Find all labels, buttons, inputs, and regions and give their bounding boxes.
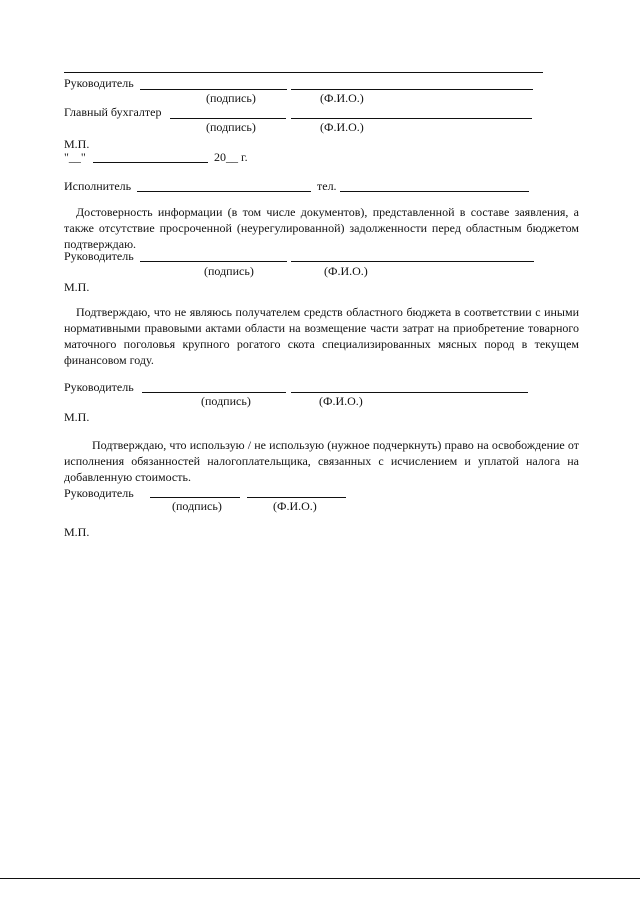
block2-name-field[interactable] — [291, 261, 534, 262]
block2-stamp-label: М.П. — [64, 280, 90, 294]
accountant-signature-field[interactable] — [170, 118, 286, 119]
vat-exemption-confirmation-text: Подтверждаю, что использую / не использую (нужное подчеркнуть) право на освобождение от исполнения обязанностей налогоплательщика, связанных с исчислением и уплатой налога на добавленную стоимость. — [64, 438, 579, 484]
head-name-field[interactable] — [291, 89, 533, 90]
accountant-name-field[interactable] — [291, 118, 532, 119]
block3-name-field[interactable] — [291, 392, 528, 393]
block2-head-label: Руководитель — [64, 249, 134, 263]
block3-stamp-label: М.П. — [64, 410, 90, 424]
executor-label: Исполнитель — [64, 179, 132, 193]
block3-signature-caption: (подпись) — [201, 394, 251, 408]
block2-signature-caption: (подпись) — [204, 264, 254, 278]
top-separator-line — [64, 72, 543, 73]
date-month-field[interactable] — [93, 162, 208, 163]
block3-name-caption: (Ф.И.О.) — [319, 394, 363, 408]
phone-field[interactable] — [340, 191, 529, 192]
accountant-label: Главный бухгалтер — [64, 105, 162, 119]
block4-name-caption: (Ф.И.О.) — [273, 499, 317, 513]
accountant-name-caption: (Ф.И.О.) — [320, 120, 364, 134]
block2-signature-field[interactable] — [140, 261, 287, 262]
block4-head-label: Руководитель — [64, 486, 134, 500]
block3-head-label: Руководитель — [64, 380, 134, 394]
head-name-caption: (Ф.И.О.) — [320, 91, 364, 105]
block4-name-field[interactable] — [247, 497, 346, 498]
head-signature-caption: (подпись) — [206, 91, 256, 105]
stamp-label: М.П. — [64, 137, 90, 151]
accountant-signature-caption: (подпись) — [206, 120, 256, 134]
date-day-quote[interactable]: "__" — [64, 150, 86, 164]
reliability-confirmation-text: Достоверность информации (в том числе документов), представленной в составе заявления, а также отсутствие просроченной (неурегулированной) задолженности перед областным бюджетом подтверждаю. — [64, 205, 579, 251]
block4-signature-field[interactable] — [150, 497, 240, 498]
date-year[interactable]: 20__ г. — [214, 150, 248, 164]
block2-name-caption: (Ф.И.О.) — [324, 264, 368, 278]
head-label: Руководитель — [64, 76, 134, 90]
executor-field[interactable] — [137, 191, 311, 192]
bottom-separator-line — [0, 878, 640, 879]
block4-signature-caption: (подпись) — [172, 499, 222, 513]
block4-stamp-label: М.П. — [64, 525, 90, 539]
block3-signature-field[interactable] — [142, 392, 286, 393]
phone-label: тел. — [317, 179, 337, 193]
non-recipient-confirmation-text: Подтверждаю, что не являюсь получателем средств областного бюджета в соответствии с иными нормативными правовыми актами области на возмещение части затрат на приобретение товарного маточного поголовья крупного рогатого скота специализированных мясных пород в текущем финансовом году. — [64, 305, 579, 367]
head-signature-field[interactable] — [140, 89, 287, 90]
